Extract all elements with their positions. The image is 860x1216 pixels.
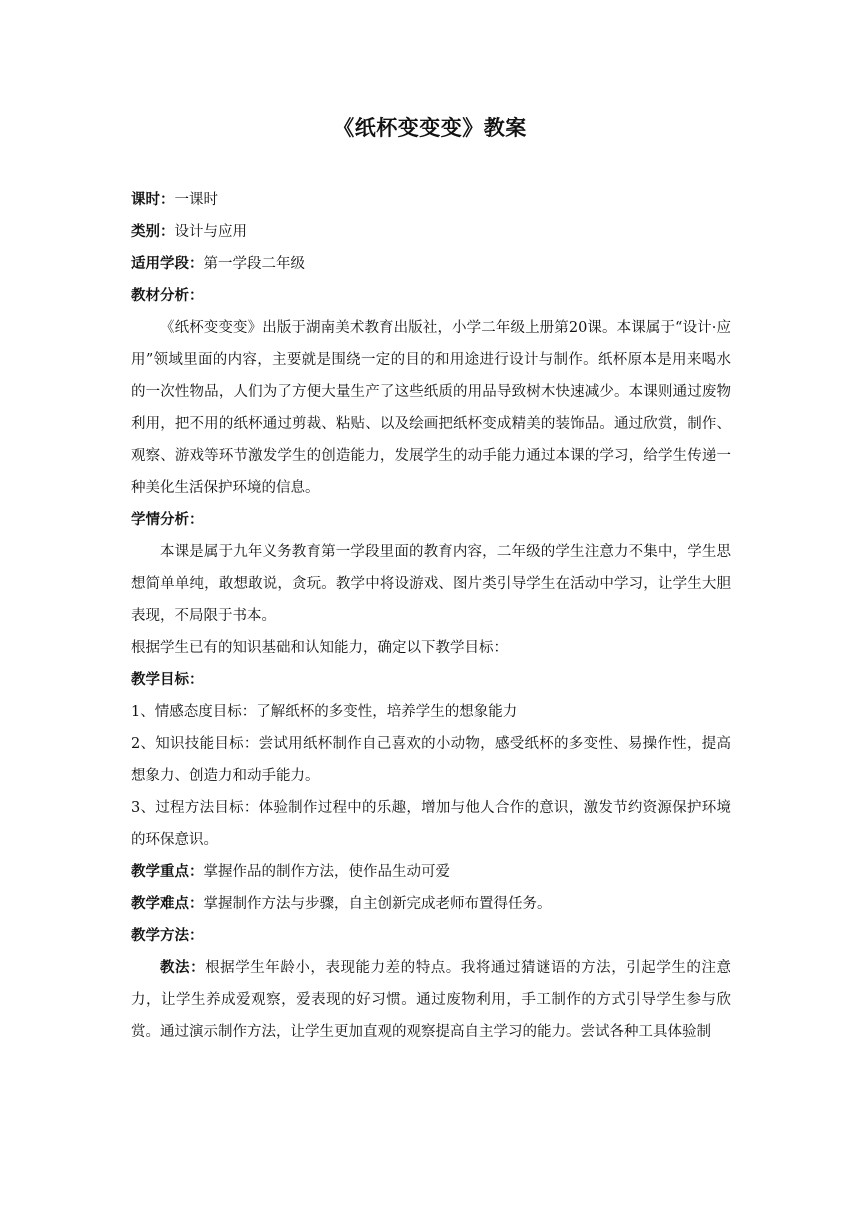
goal-item: 3、过程方法目标：体验制作过程中的乐趣，增加与他人合作的意识，激发节约资源保护环境的环保意识。 [131,800,731,848]
teaching-key-point [131,856,731,888]
field-value: 设计与应用 [174,224,247,240]
teaching-difficulty [131,888,731,920]
field-grade-level [131,248,731,280]
field-label: 类别： [131,223,175,240]
method-label: 教法： [160,959,206,976]
section-heading-methods: 教学方法： [131,927,204,944]
document-body [131,184,731,1048]
material-analysis-text: 《纸杯变变变》出版于湖南美术教育出版社，小学二年级上册第20课。本课属于“设计·应用”领域里面的内容，主要就是围绕一定的目的和用途进行设计与制作。纸杯原本是用来喝水的一次性物品，人们为了方便大量生产了这些纸质的用品导致树木快速减少。本课则通过废物利用，把不用的纸杯通过剪裁、粘贴、以及绘画把纸杯变成精美的装饰品。通过欣赏，制作、观察、游戏等环节激发学生的创造能力，发展学生的动手能力通过本课的学习，给学生传递一种美化生活保护环境的信息。 [131,320,731,496]
method-text: 根据学生年龄小，表现能力差的特点。我将通过猜谜语的方法，引起学生的注意力，让学生养成爱观察，爱表现的好习惯。通过废物利用，手工制作的方式引导学生参与欣赏。通过演示制作方法，让学生更加直观的观察提高自主学习的能力。尝试各种工具体验制 [131,960,732,1040]
field-category [131,216,731,248]
teaching-method-paragraph [131,952,731,1048]
goal-item: 2、知识技能目标：尝试用纸杯制作自己喜欢的小动物，感受纸杯的多变性、易操作性，提高想象力、创造力和动手能力。 [131,736,731,784]
goal-item: 1、情感态度目标：了解纸杯的多变性，培养学生的想象能力 [131,704,518,720]
field-class-hours [131,184,731,216]
difficulty-text: 掌握制作方法与步骤，自主创新完成老师布置得任务。 [203,896,552,912]
document-title: 《纸杯变变变》教案 [333,115,527,140]
basis-text: 根据学生已有的知识基础和认知能力，确定以下教学目标： [131,640,508,656]
section-heading-goals: 教学目标： [131,671,204,688]
key-point-text: 掌握作品的制作方法，使作品生动可爱 [203,864,450,880]
section-heading-material: 教材分析： [131,287,204,304]
difficulty-label: 教学难点： [131,895,204,912]
student-analysis-text: 本课是属于九年义务教育第一学段里面的教育内容，二年级的学生注意力不集中，学生思想简单单纯，敢想敢说，贪玩。教学中将设游戏、图片类引导学生在活动中学习，让学生大胆表现，不局限于书本。 [131,544,731,624]
key-point-label: 教学重点： [131,863,204,880]
field-value: 一课时 [174,192,218,208]
section-heading-student: 学情分析： [131,511,204,528]
field-value: 第一学段二年级 [203,256,305,272]
field-label: 适用学段： [131,255,204,272]
field-label: 课时： [131,191,175,208]
